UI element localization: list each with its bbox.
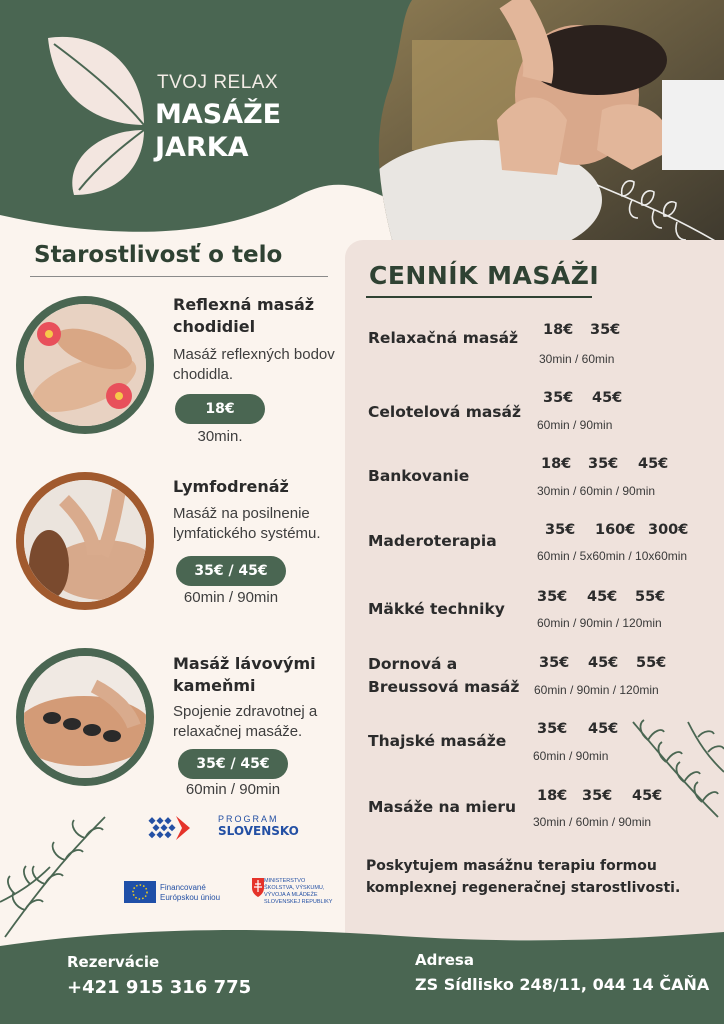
price-durations: 60min / 90min / 120min [534, 683, 659, 697]
address-text: ZS Sídlisko 248/11, 044 14 ČAŇA [415, 975, 710, 994]
service-price-badge: 35€ / 45€ [176, 556, 286, 586]
brand-name [155, 98, 315, 164]
price-value: 18€ [541, 456, 572, 472]
service-duration: 60min / 90min [183, 589, 279, 606]
price-durations: 30min / 60min / 90min [533, 815, 652, 829]
price-value: 35€ [582, 788, 613, 804]
brand-name-line2: JARKA [155, 132, 249, 163]
program-name: SLOVENSKO [218, 824, 299, 838]
price-item-name: Dornová a Breussová masáž [368, 655, 520, 696]
price-value: 35€ [545, 522, 576, 538]
therapy-note: Poskytujem masážnu terapiu formou komplexnej regeneračnej starostlivosti. [366, 858, 681, 896]
service-name: Lymfodrenáž [173, 477, 289, 496]
price-durations: 60min / 5x60min / 10x60min [537, 549, 688, 563]
lava-stones-photo [16, 648, 154, 786]
service-duration: 60min / 90min [185, 781, 281, 798]
price-durations: 60min / 90min [537, 418, 613, 432]
reservation-label: Rezervácie [67, 953, 160, 971]
leaf-logo-icon [44, 30, 154, 200]
price-durations: 60min / 90min / 120min [537, 616, 662, 630]
price-value: 35€ [537, 721, 568, 737]
eu-line: Financované [160, 883, 206, 892]
price-value: 45€ [588, 655, 619, 671]
price-list-divider [366, 296, 592, 298]
price-value: 45€ [592, 390, 623, 406]
price-durations: 60min / 90min [533, 749, 609, 763]
price-value: 35€ [588, 456, 619, 472]
price-value: 35€ [537, 589, 568, 605]
ministry-line: VÝVOJA A MLÁDEŽE [264, 892, 318, 898]
price-value: 45€ [587, 589, 618, 605]
service-name: Reflexná masáž chodidiel [173, 295, 315, 336]
ministry-line: ŠKOLSTVA, VÝSKUMU, [264, 885, 325, 891]
service-name: Masáž lávovými kameňmi [173, 654, 316, 695]
care-section-title: Starostlivosť o telo [34, 242, 283, 268]
service-duration: 30min. [197, 428, 243, 445]
branch-decoration-icon [0, 812, 120, 942]
price-value: 45€ [632, 788, 663, 804]
eu-flag-icon [124, 881, 156, 903]
care-section-divider [30, 276, 328, 277]
price-durations: 30min / 60min / 90min [537, 484, 656, 498]
program-label: PROGRAM [218, 814, 279, 824]
brand-name-line1: MASÁŽE [155, 99, 282, 130]
service-price-badge: 18€ [175, 394, 265, 424]
eu-line: Európskou úniou [160, 893, 221, 902]
price-item-name: Relaxačná masáž [368, 329, 519, 347]
price-item-name: Celotelová masáž [368, 403, 522, 421]
price-item-name: Thajské masáže [368, 732, 507, 750]
price-value: 300€ [648, 522, 689, 538]
service-description: Masáž na posilnenie lymfatického systému. [173, 505, 321, 542]
address-label: Adresa [415, 951, 474, 969]
reflexology-photo [16, 296, 154, 434]
price-durations: 30min / 60min [539, 352, 615, 366]
hero-photo [372, 0, 724, 240]
price-value: 45€ [588, 721, 619, 737]
slovak-emblem-icon [252, 878, 264, 897]
price-value: 35€ [543, 390, 574, 406]
ministry-line: SLOVENSKEJ REPUBLIKY [264, 899, 333, 905]
eu-funding-text [160, 883, 240, 903]
ministry-text [264, 878, 344, 906]
brand-subtitle: TVOJ RELAX [157, 72, 279, 93]
service-description: Masáž reflexných bodov chodidla. [173, 346, 335, 383]
price-list-title: CENNÍK MASÁŽI [369, 261, 600, 290]
program-slovensko-logo-icon [148, 816, 190, 840]
phone-number[interactable]: +421 915 316 775 [67, 977, 252, 998]
price-item-name: Masáže na mieru [368, 798, 517, 816]
price-item-name: Bankovanie [368, 467, 470, 485]
price-value: 160€ [595, 522, 636, 538]
price-value: 35€ [590, 322, 621, 338]
price-value: 18€ [537, 788, 568, 804]
price-value: 35€ [539, 655, 570, 671]
price-item-name: Maderoterapia [368, 532, 497, 550]
branch-decoration-icon [628, 712, 724, 822]
service-price-badge: 35€ / 45€ [178, 749, 288, 779]
price-item-name: Mäkké techniky [368, 600, 505, 618]
lymph-drainage-photo [16, 472, 154, 610]
ministry-line: MINISTERSTVO [264, 878, 306, 884]
price-value: 55€ [635, 589, 666, 605]
price-value: 55€ [636, 655, 667, 671]
price-value: 45€ [638, 456, 669, 472]
service-description: Spojenie zdravotnej a relaxačnej masáže. [173, 703, 318, 740]
price-value: 18€ [543, 322, 574, 338]
